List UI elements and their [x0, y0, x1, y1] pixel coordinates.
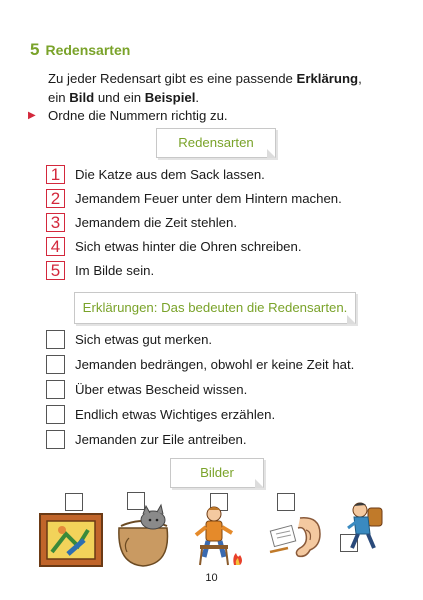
answer-box[interactable] — [46, 430, 65, 449]
hurrying-person-icon — [344, 500, 390, 556]
idiom-row — [46, 213, 237, 232]
idiom-number: 2 — [46, 189, 65, 208]
answer-box[interactable] — [46, 330, 65, 349]
task-instruction — [28, 106, 228, 125]
explanation-text: Jemanden zur Eile antreiben. — [75, 432, 247, 447]
idiom-number: 5 — [46, 261, 65, 280]
framed-picture-icon — [38, 512, 104, 568]
idiom-row — [46, 189, 342, 208]
explanation-row — [46, 380, 247, 399]
person-on-stool-with-fire-icon — [188, 505, 250, 569]
section-label-explanations: Erklärungen: Das bedeuten die Redensarten. — [74, 292, 356, 324]
explanation-row — [46, 430, 247, 449]
explanation-row — [46, 330, 212, 349]
picture-answer-box[interactable] — [277, 493, 295, 511]
section-label-pictures: Bilder — [170, 458, 264, 488]
answer-box[interactable] — [46, 405, 65, 424]
explanation-text: Jemanden bedrängen, obwohl er keine Zeit hat. — [75, 357, 355, 372]
ear-with-note-icon — [266, 512, 328, 562]
idiom-text: Jemandem die Zeit stehlen. — [75, 215, 237, 230]
intro-text: . — [195, 90, 200, 105]
explanation-row — [46, 355, 354, 374]
exercise-heading — [30, 40, 130, 60]
picture-answer-box[interactable] — [65, 493, 83, 511]
section-label-idioms: Redensarten — [156, 128, 276, 158]
intro-text: , — [358, 71, 362, 86]
idiom-text: Jemandem Feuer unter dem Hintern machen. — [75, 191, 342, 206]
idiom-row — [46, 237, 302, 256]
explanation-row — [46, 405, 275, 424]
explanation-text: Endlich etwas Wichtiges erzählen. — [75, 407, 276, 422]
task-text: Ordne die Nummern richtig zu. — [48, 108, 228, 123]
triangle-arrow-icon: ▶ — [28, 110, 36, 121]
idiom-number: 4 — [46, 237, 65, 256]
page-number: 10 — [205, 572, 218, 584]
intro-bold-example: Beispiel — [144, 90, 196, 105]
idiom-number: 1 — [46, 165, 65, 184]
intro-bold-picture: Bild — [69, 90, 95, 105]
cat-in-sack-icon — [113, 498, 175, 568]
idiom-text: Im Bilde sein. — [75, 263, 155, 278]
exercise-title: Redensarten — [45, 42, 131, 58]
intro-bold-explanation: Erklärung — [296, 71, 359, 86]
idiom-row — [46, 261, 154, 280]
idiom-text: Sich etwas hinter die Ohren schreiben. — [75, 239, 302, 254]
intro-text: ein — [48, 90, 70, 105]
explanation-text: Über etwas Bescheid wissen. — [75, 382, 248, 397]
idiom-text: Die Katze aus dem Sack lassen. — [75, 167, 265, 182]
intro-text: Zu jeder Redensart gibt es eine passende — [48, 71, 297, 86]
explanation-text: Sich etwas gut merken. — [75, 332, 213, 347]
exercise-number: 5 — [30, 40, 40, 59]
idiom-number: 3 — [46, 213, 65, 232]
intro-text: und ein — [94, 90, 145, 105]
idiom-row — [46, 165, 265, 184]
exercise-intro — [48, 69, 388, 107]
answer-box[interactable] — [46, 380, 65, 399]
answer-box[interactable] — [46, 355, 65, 374]
